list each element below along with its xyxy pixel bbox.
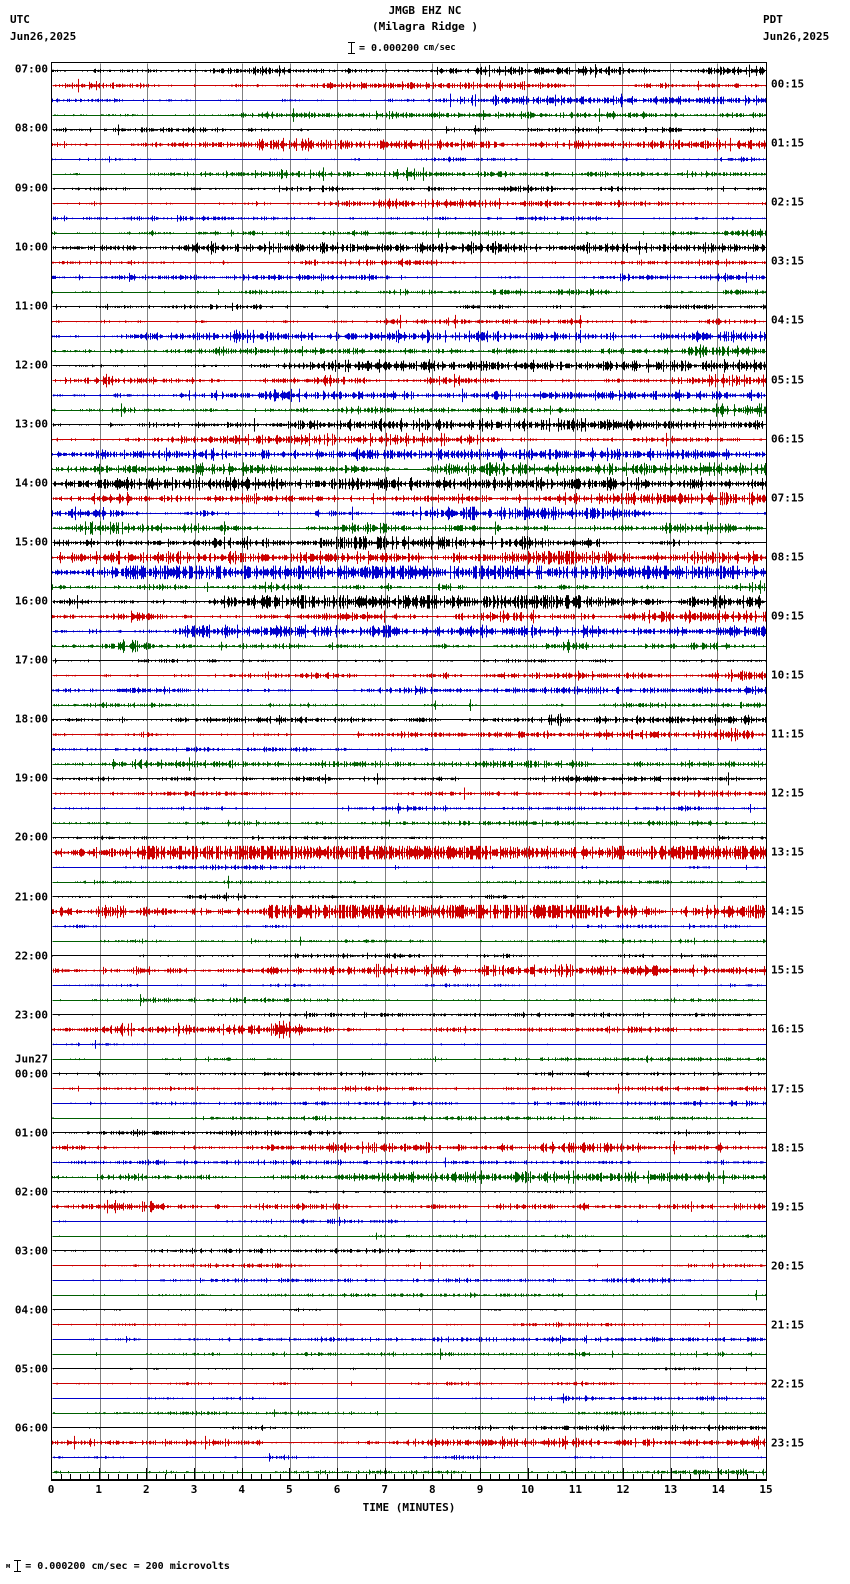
x-axis-minor-tick (756, 1474, 757, 1481)
x-axis-minor-tick (118, 1474, 119, 1481)
x-axis-major-tick (51, 1468, 52, 1481)
utc-hour-label: 15:00 (14, 535, 48, 549)
x-axis-minor-tick (509, 1474, 510, 1481)
pdt-hour-label: 20:15 (771, 1259, 805, 1273)
utc-timezone-label: UTC (10, 13, 30, 26)
x-axis-tick-label: 8 (429, 1483, 436, 1496)
utc-hour-label: 10:00 (14, 240, 48, 254)
utc-hour-label: 16:00 (14, 594, 48, 608)
x-axis-minor-tick (223, 1474, 224, 1481)
footer-prefix-label: м (6, 1562, 11, 1570)
x-axis-minor-tick (318, 1474, 319, 1481)
x-axis-major-tick (289, 1468, 290, 1481)
x-axis-tick-label: 1 (95, 1483, 102, 1496)
utc-hour-label: 17:00 (14, 653, 48, 667)
x-axis-minor-tick (404, 1474, 405, 1481)
x-axis-minor-tick (747, 1474, 748, 1481)
utc-hour-label: 01:00 (14, 1126, 48, 1140)
x-axis-minor-tick (127, 1474, 128, 1481)
x-axis-major-tick (242, 1468, 243, 1481)
pdt-hour-label: 12:15 (771, 786, 805, 800)
x-axis-minor-tick (327, 1474, 328, 1481)
utc-date-change-label: Jun27 (14, 1052, 48, 1066)
utc-hour-label: 13:00 (14, 417, 48, 431)
x-axis-ticks (51, 1467, 767, 1481)
pdt-hour-label: 11:15 (771, 727, 805, 741)
x-axis-tick-label: 2 (143, 1483, 150, 1496)
utc-hour-label: 07:00 (14, 62, 48, 76)
x-axis-minor-tick (661, 1474, 662, 1481)
x-axis-tick-label: 4 (238, 1483, 245, 1496)
x-axis-tick-label: 15 (759, 1483, 773, 1496)
x-axis-minor-tick (613, 1474, 614, 1481)
x-axis-tick-label: 6 (333, 1483, 341, 1496)
x-axis-major-tick (432, 1468, 433, 1481)
pdt-hour-label: 13:15 (771, 845, 805, 859)
x-axis-minor-tick (499, 1474, 500, 1481)
x-axis-minor-tick (232, 1474, 233, 1481)
pdt-hour-label: 23:15 (771, 1436, 805, 1450)
utc-hour-label: 19:00 (14, 771, 48, 785)
pdt-hour-label: 14:15 (771, 904, 805, 918)
pdt-hour-label: 10:15 (771, 668, 805, 682)
pdt-hour-label: 09:15 (771, 609, 805, 623)
x-axis-tick-label: 12 (616, 1483, 630, 1496)
x-axis-minor-tick (70, 1474, 71, 1481)
x-axis-minor-tick (537, 1474, 538, 1481)
x-axis-tick-label: 7 (381, 1483, 388, 1496)
x-axis-tick-label: 13 (664, 1483, 678, 1496)
utc-hour-label: 21:00 (14, 890, 48, 904)
x-axis-major-tick (528, 1468, 529, 1481)
x-axis-major-tick (718, 1468, 719, 1481)
utc-hour-label: 08:00 (14, 121, 48, 135)
pdt-hour-label: 17:15 (771, 1082, 805, 1096)
utc-hour-label: 11:00 (14, 299, 48, 313)
pdt-hour-label: 07:15 (771, 491, 805, 505)
x-axis-minor-tick (61, 1474, 62, 1481)
utc-hour-label: 00:00 (14, 1067, 48, 1081)
x-axis-minor-tick (137, 1474, 138, 1481)
pdt-hour-label: 18:15 (771, 1141, 805, 1155)
pdt-hour-label: 04:15 (771, 313, 805, 327)
x-axis-minor-tick (156, 1474, 157, 1481)
pdt-hour-label: 16:15 (771, 1022, 805, 1036)
x-axis-minor-tick (413, 1474, 414, 1481)
x-axis-minor-tick (261, 1474, 262, 1481)
x-axis-minor-tick (699, 1474, 700, 1481)
pdt-hour-label: 00:15 (771, 77, 805, 91)
x-axis-minor-tick (165, 1474, 166, 1481)
station-name-label: (Milagra Ridge ) (372, 20, 478, 33)
scale-bar-icon (348, 42, 355, 54)
seismogram-plot[interactable] (51, 62, 767, 1480)
x-axis-major-tick (623, 1468, 624, 1481)
x-axis-minor-tick (490, 1474, 491, 1481)
scale-units-label: cm/sec (423, 43, 456, 53)
x-axis-minor-tick (680, 1474, 681, 1481)
utc-hour-label: 06:00 (14, 1421, 48, 1435)
utc-hour-label: 03:00 (14, 1244, 48, 1258)
x-axis-major-tick (99, 1468, 100, 1481)
x-axis-minor-tick (270, 1474, 271, 1481)
x-axis-minor-tick (566, 1474, 567, 1481)
utc-hour-label: 23:00 (14, 1008, 48, 1022)
x-axis-minor-tick (251, 1474, 252, 1481)
pdt-timezone-label: PDT (763, 13, 783, 26)
footer-scale-note (6, 1558, 230, 1574)
utc-hour-label: 05:00 (14, 1362, 48, 1376)
x-axis-minor-tick (709, 1474, 710, 1481)
x-axis-minor-tick (604, 1474, 605, 1481)
utc-hour-label: 09:00 (14, 181, 48, 195)
x-axis-tick-label: 11 (568, 1483, 582, 1496)
x-axis-minor-tick (547, 1474, 548, 1481)
utc-hour-label: 22:00 (14, 949, 48, 963)
x-axis-minor-tick (347, 1474, 348, 1481)
scale-reference (348, 40, 456, 56)
x-axis-major-tick (766, 1468, 767, 1481)
x-axis-tick-label: 10 (521, 1483, 535, 1496)
station-code-label: JMGB EHZ NC (388, 4, 462, 17)
x-axis-tick-labels (0, 1483, 850, 1499)
x-axis-minor-tick (642, 1474, 643, 1481)
pdt-hour-label: 19:15 (771, 1200, 805, 1214)
utc-hour-label: 14:00 (14, 476, 48, 490)
seismogram-traces-canvas (52, 63, 766, 1479)
x-axis-tick-label: 3 (190, 1483, 198, 1496)
utc-date-label: Jun26,2025 (10, 30, 77, 43)
x-axis-minor-tick (728, 1474, 729, 1481)
x-axis-minor-tick (737, 1474, 738, 1481)
scale-value-label: = 0.000200 (359, 42, 420, 54)
x-axis-minor-tick (633, 1474, 634, 1481)
x-axis-minor-tick (108, 1474, 109, 1481)
x-axis-tick-label: 14 (711, 1483, 725, 1496)
footer-scale-bar-icon (14, 1560, 21, 1572)
x-axis-minor-tick (594, 1474, 595, 1481)
x-axis-major-tick (194, 1468, 195, 1481)
utc-hour-label: 18:00 (14, 712, 48, 726)
utc-hour-label-column (0, 62, 48, 1480)
footer-scale-text: = 0.000200 cm/sec = 200 microvolts (25, 1560, 230, 1572)
x-axis-tick-label: 0 (47, 1483, 55, 1496)
x-axis-minor-tick (175, 1474, 176, 1481)
x-axis-minor-tick (423, 1474, 424, 1481)
utc-hour-label: 02:00 (14, 1185, 48, 1199)
x-axis-minor-tick (690, 1474, 691, 1481)
x-axis-minor-tick (308, 1474, 309, 1481)
pdt-hour-label: 22:15 (771, 1377, 805, 1391)
pdt-hour-label: 02:15 (771, 195, 805, 209)
x-axis-minor-tick (280, 1474, 281, 1481)
x-axis-minor-tick (585, 1474, 586, 1481)
x-axis-minor-tick (394, 1474, 395, 1481)
x-axis-minor-tick (299, 1474, 300, 1481)
pdt-hour-label: 01:15 (771, 136, 805, 150)
x-axis-minor-tick (375, 1474, 376, 1481)
pdt-hour-label: 05:15 (771, 373, 805, 387)
x-axis-tick-label: 5 (286, 1483, 293, 1496)
pdt-hour-label: 06:15 (771, 432, 805, 446)
x-axis-minor-tick (213, 1474, 214, 1481)
x-axis-major-tick (480, 1468, 481, 1481)
x-axis-minor-tick (80, 1474, 81, 1481)
x-axis-major-tick (385, 1468, 386, 1481)
x-axis-major-tick (337, 1468, 338, 1481)
x-axis-minor-tick (470, 1474, 471, 1481)
utc-hour-label: 12:00 (14, 358, 48, 372)
x-axis-minor-tick (461, 1474, 462, 1481)
x-axis-minor-tick (366, 1474, 367, 1481)
x-axis-minor-tick (556, 1474, 557, 1481)
x-axis-minor-tick (652, 1474, 653, 1481)
x-axis-title: TIME (MINUTES) (362, 1501, 456, 1514)
x-axis-minor-tick (442, 1474, 443, 1481)
pdt-hour-label: 15:15 (771, 963, 805, 977)
x-axis-minor-tick (356, 1474, 357, 1481)
utc-hour-label: 20:00 (14, 830, 48, 844)
x-axis-minor-tick (204, 1474, 205, 1481)
pdt-hour-label-column (771, 62, 850, 1480)
x-axis-minor-tick (518, 1474, 519, 1481)
pdt-hour-label: 21:15 (771, 1318, 805, 1332)
x-axis-tick-label: 9 (476, 1483, 484, 1496)
x-axis-major-tick (146, 1468, 147, 1481)
x-axis-minor-tick (451, 1474, 452, 1481)
pdt-hour-label: 08:15 (771, 550, 805, 564)
x-axis-minor-tick (89, 1474, 90, 1481)
x-axis-major-tick (575, 1468, 576, 1481)
x-axis-major-tick (671, 1468, 672, 1481)
x-axis-minor-tick (184, 1474, 185, 1481)
pdt-hour-label: 03:15 (771, 254, 805, 268)
pdt-date-label: Jun26,2025 (763, 30, 830, 43)
utc-hour-label: 04:00 (14, 1303, 48, 1317)
